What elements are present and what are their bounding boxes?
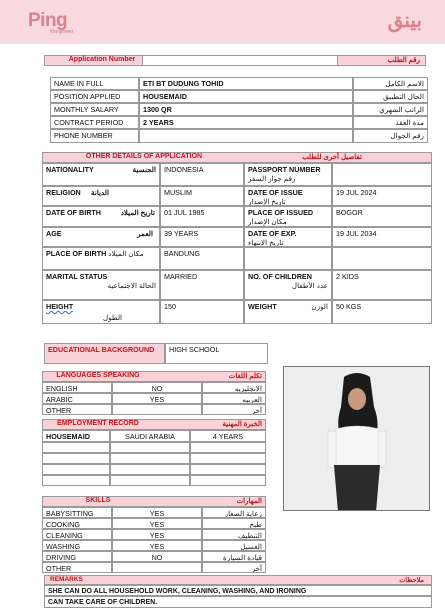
- phone-value: [139, 129, 353, 143]
- employment-empty-r4c1: [42, 464, 110, 475]
- languages-title: LANGUAGES SPEAKING: [56, 372, 140, 379]
- logo-right: بينق: [387, 10, 422, 32]
- weight-label: WEIGHT الوزن: [244, 300, 332, 324]
- languages-title-ar: تكلم اللغات: [228, 373, 262, 380]
- salary-value: 1300 QR: [139, 103, 353, 116]
- lang-arabic-value: YES: [112, 393, 202, 404]
- skill-cooking-label: COOKING: [42, 518, 112, 529]
- education-label: EDUCATIONAL BACKGROUND: [44, 343, 165, 364]
- weight-value: 50 KGS: [332, 300, 432, 324]
- lang-english-value: NO: [112, 382, 202, 393]
- remarks-box: [44, 575, 432, 608]
- employment-table: [42, 419, 266, 486]
- application-number-value: [142, 55, 338, 66]
- date-exp-value: 19 JUL 2034: [332, 227, 432, 247]
- skill-washing-label-ar: الغسيل: [202, 540, 266, 551]
- logo-text: Ping: [28, 10, 68, 31]
- skill-other-label-ar: آخر: [202, 562, 266, 573]
- date-exp-label: DATE OF EXP. تاريخ الإنتهاء: [244, 227, 332, 247]
- other-details-title: OTHER DETAILS OF APPLICATION: [85, 153, 203, 160]
- dob-label: DATE OF BIRTH تاريخ الميلاد: [42, 206, 160, 227]
- employment-empty-r3c1: [42, 453, 110, 464]
- lang-arabic-label-ar: العربيه: [202, 393, 266, 404]
- lang-arabic-label: ARABIC: [42, 393, 112, 404]
- marital-value: MARRIED: [160, 270, 244, 300]
- passport-label: PASSPORT NUMBER رقم جواز السفر: [244, 163, 332, 186]
- employment-empty-r2c3: [190, 442, 266, 453]
- employment-empty-r4c2: [110, 464, 190, 475]
- employment-empty-r5c1: [42, 475, 110, 486]
- remarks-line-1: SHE CAN DO ALL HOUSEHOLD WORK, CLEANING, WASHING, AND IRONING: [44, 585, 432, 596]
- age-value: 39 YEARS: [160, 227, 244, 247]
- employment-empty-r3c2: [110, 453, 190, 464]
- pob-empty-1: [244, 247, 332, 270]
- contract-label: CONTRACT PERIOD: [50, 116, 139, 129]
- children-label: NO. OF CHILDREN عدد الأطفال: [244, 270, 332, 300]
- employment-empty-r3c3: [190, 453, 266, 464]
- applicant-photo: [283, 366, 430, 511]
- pob-empty-2: [332, 247, 432, 270]
- passport-value: [332, 163, 432, 186]
- skill-washing-value: YES: [112, 540, 202, 551]
- employment-title-ar: الخبرة المهنية: [222, 421, 262, 428]
- phone-label-ar: رقم الجوال: [353, 129, 428, 143]
- place-issued-label: PLACE OF ISSUED مكان الإصدار: [244, 206, 332, 227]
- remarks-label: REMARKS: [50, 576, 83, 583]
- date-issue-label: DATE OF ISSUE تاريخ الإصدار: [244, 186, 332, 206]
- education-value: HIGH SCHOOL: [165, 343, 268, 364]
- skills-table: [42, 496, 266, 573]
- skill-cooking-label-ar: طبخ: [202, 518, 266, 529]
- position-label-ar: الحال التطبيق: [353, 90, 428, 103]
- other-details-title-ar: تفاصيل أخرى للطلب: [302, 154, 362, 161]
- lang-other-label-ar: آخر: [202, 404, 266, 415]
- skill-babysitting-label-ar: رعاية الصغار: [202, 507, 266, 518]
- date-issue-value: 19 JUL 2024: [332, 186, 432, 206]
- contract-label-ar: مدة العقد: [353, 116, 428, 129]
- salary-label: MONTHLY SALARY: [50, 103, 139, 116]
- religion-label: RELIGION الديانة: [42, 186, 160, 206]
- skill-driving-label: DRIVING: [42, 551, 112, 562]
- employment-years: 4 YEARS: [190, 430, 266, 442]
- height-value: 150: [160, 300, 244, 324]
- logo-subtext: Manpower: [50, 29, 74, 35]
- applicant-photo-figure: [284, 367, 430, 511]
- religion-value: MUSLIM: [160, 186, 244, 206]
- other-details-table: [42, 152, 432, 324]
- skill-driving-value: NO: [112, 551, 202, 562]
- dob-value: 01 JUL 1985: [160, 206, 244, 227]
- skill-babysitting-label: BABYSITTING: [42, 507, 112, 518]
- skill-cleaning-label: CLEANING: [42, 529, 112, 540]
- contract-value: 2 YEARS: [139, 116, 353, 129]
- languages-table: [42, 371, 266, 415]
- employment-country: SAUDI ARABIA: [110, 430, 190, 442]
- lang-english-label-ar: الانجليزيه: [202, 382, 266, 393]
- skill-other-label: OTHER: [42, 562, 112, 573]
- personal-table: [50, 77, 428, 143]
- skill-cooking-value: YES: [112, 518, 202, 529]
- nationality-label: NATIONALITY الجنسية: [42, 163, 160, 186]
- remarks-label-ar: ملاحظات: [399, 577, 424, 584]
- skill-babysitting-value: YES: [112, 507, 202, 518]
- nationality-value: INDONESIA: [160, 163, 244, 186]
- height-label: HEIGHT الطول: [42, 300, 160, 324]
- skill-washing-label: WASHING: [42, 540, 112, 551]
- salary-label-ar: الراتب الشهري: [353, 103, 428, 116]
- skill-cleaning-value: YES: [112, 529, 202, 540]
- age-label: AGE العمر: [42, 227, 160, 247]
- skills-title-ar: المهارات: [236, 498, 262, 505]
- application-number-label: Application Number: [68, 56, 136, 63]
- position-value: HOUSEMAID: [139, 90, 353, 103]
- employment-empty-r4c3: [190, 464, 266, 475]
- name-label: NAME IN FULL: [50, 77, 139, 90]
- lang-other-label: OTHER: [42, 404, 112, 415]
- skill-other-value: [112, 562, 202, 573]
- application-number-label-ar: رقم الطلب: [387, 57, 420, 64]
- employment-empty-r5c2: [110, 475, 190, 486]
- name-label-ar: الاسم الكامل: [353, 77, 428, 90]
- skill-driving-label-ar: قيادة السيارة: [202, 551, 266, 562]
- skills-title: SKILLS: [85, 497, 111, 504]
- phone-label: PHONE NUMBER: [50, 129, 139, 143]
- employment-empty-r5c3: [190, 475, 266, 486]
- place-issued-value: BOGOR: [332, 206, 432, 227]
- name-value: ETI BT DUDUNG TOHID: [139, 77, 353, 90]
- lang-english-label: ENGLISH: [42, 382, 112, 393]
- marital-label: MARITAL STATUS الحالة الاجتماعية: [42, 270, 160, 300]
- employment-empty-r2c1: [42, 442, 110, 453]
- employment-title: EMPLOYMENT RECORD: [57, 420, 139, 427]
- pob-value: BANDUNG: [160, 247, 244, 270]
- pob-label: PLACE OF BIRTH مكان الميلاد: [42, 247, 160, 270]
- employment-empty-r2c2: [110, 442, 190, 453]
- skill-cleaning-label-ar: التنظيف: [202, 529, 266, 540]
- children-value: 2 KIDS: [332, 270, 432, 300]
- position-label: POSITION APPLIED: [50, 90, 139, 103]
- lang-other-value: [112, 404, 202, 415]
- remarks-line-2: CAN TAKE CARE OF CHILDREN.: [44, 596, 432, 608]
- employment-position: HOUSEMAID: [42, 430, 110, 442]
- logo-left: [28, 10, 108, 40]
